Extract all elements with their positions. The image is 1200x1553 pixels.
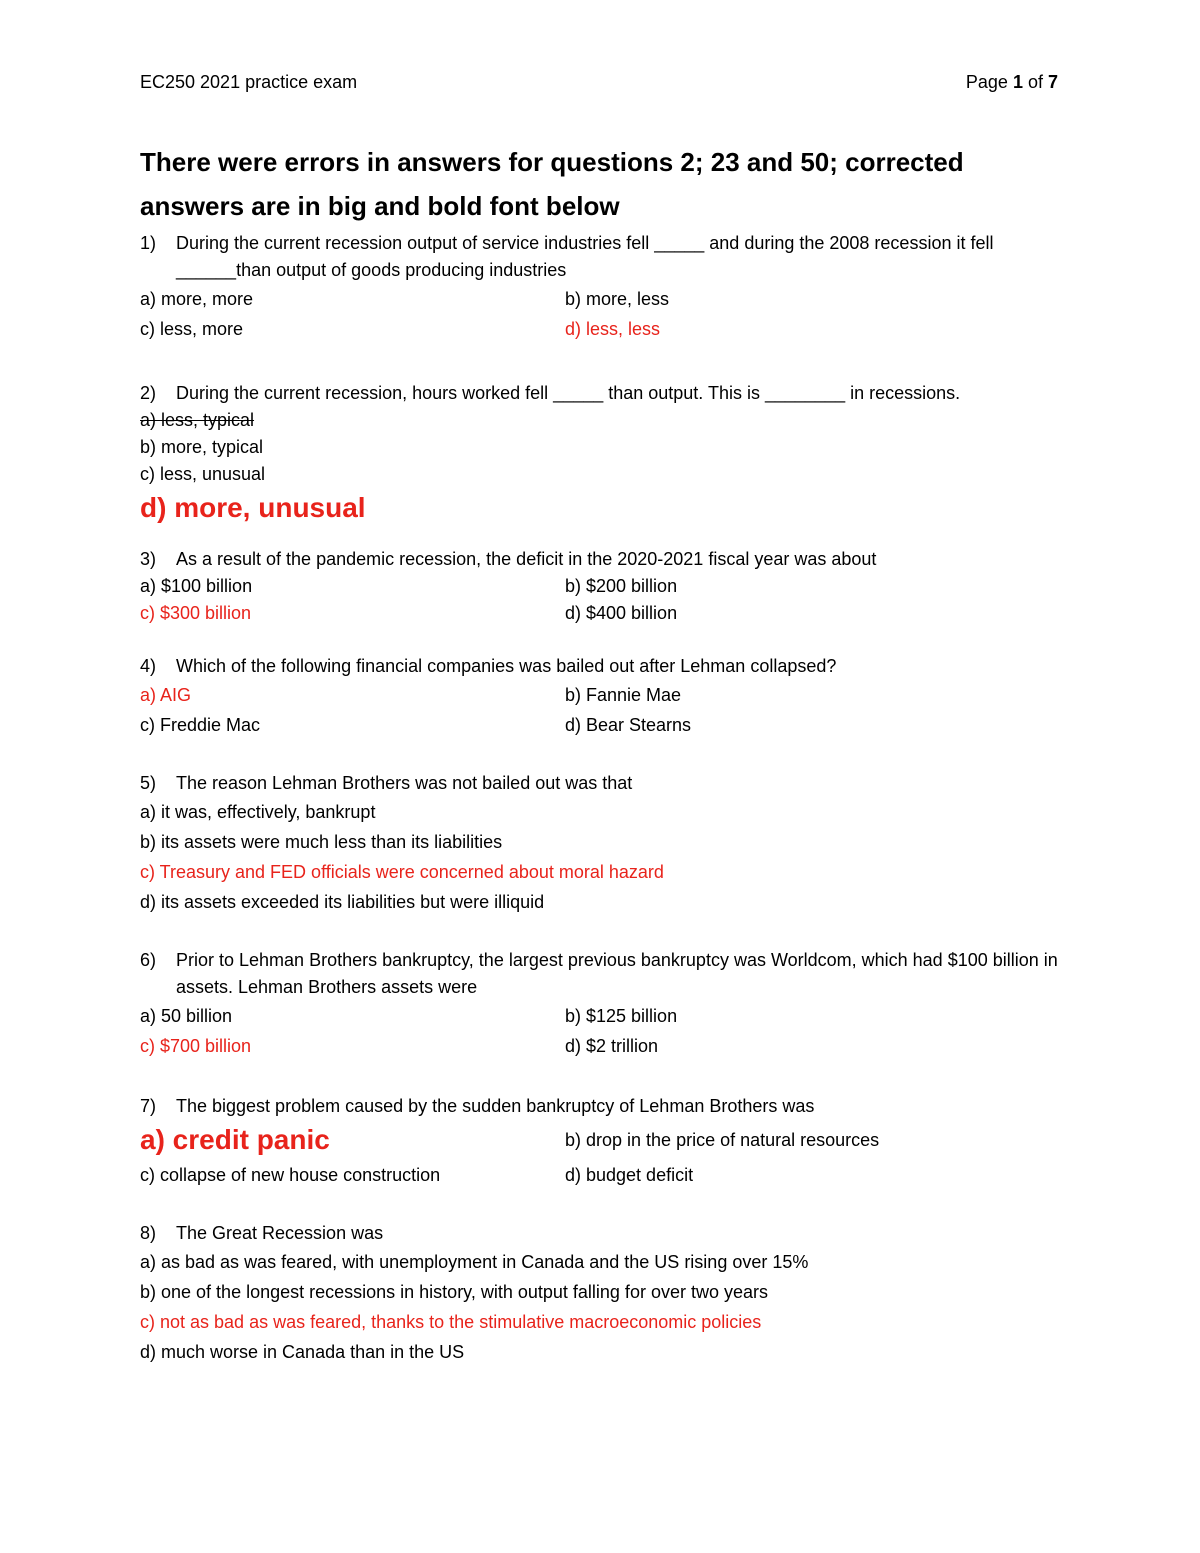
option-a: a) it was, effectively, bankrupt: [140, 802, 376, 822]
option-c: c) less, unusual: [140, 464, 266, 484]
question-stem: The Great Recession was: [176, 1223, 384, 1243]
correction-notice: There were errors in answers for questions 2; 23 and 50; corrected answers are in big and bold font below: [140, 147, 964, 221]
option-c: c) less, more: [140, 319, 244, 339]
question-stem: During the current recession output of service industries fell _____ and during the 2008 recession it fell ______than output of goods producing industries: [176, 233, 994, 280]
question-number: 4): [140, 656, 157, 676]
header-page-number: Page 1 of 7: [965, 72, 1058, 92]
option-d: d) much worse in Canada than in the US: [140, 1342, 465, 1362]
question-number: 7): [140, 1096, 157, 1116]
question-5: [140, 770, 1060, 917]
option-d: d) $400 billion: [565, 603, 678, 623]
question-2: [140, 380, 1060, 528]
option-c-correct: c) not as bad as was feared, thanks to the stimulative macroeconomic policies: [140, 1312, 762, 1332]
option-a-correct: a) credit panic: [140, 1124, 330, 1155]
question-stem: Prior to Lehman Brothers bankruptcy, the largest previous bankruptcy was Worldcom, which had $100 billion in assets. Lehman Brothers assets were: [176, 950, 1058, 997]
option-b: b) Fannie Mae: [565, 685, 682, 705]
option-c-correct: c) $700 billion: [140, 1036, 252, 1056]
option-d-correct: d) less, less: [565, 319, 661, 339]
option-a: a) $100 billion: [140, 576, 253, 596]
question-stem: Which of the following financial companies was bailed out after Lehman collapsed?: [176, 656, 837, 676]
option-b: b) $125 billion: [565, 1006, 678, 1026]
option-b: b) its assets were much less than its liabilities: [140, 832, 503, 852]
question-number: 2): [140, 383, 157, 403]
option-a: a) 50 billion: [140, 1006, 233, 1026]
option-b: b) $200 billion: [565, 576, 678, 596]
question-number: 3): [140, 549, 157, 569]
question-number: 1): [140, 233, 157, 253]
option-c-correct: c) Treasury and FED officials were concerned about moral hazard: [140, 862, 664, 882]
option-b: b) more, typical: [140, 437, 264, 457]
question-stem: As a result of the pandemic recession, the deficit in the 2020-2021 fiscal year was about: [176, 549, 877, 569]
option-c: c) collapse of new house construction: [140, 1165, 441, 1185]
option-c: c) Freddie Mac: [140, 715, 261, 735]
question-4: [140, 653, 1060, 740]
questions-list: [140, 230, 1060, 1367]
option-a-correct: a) AIG: [140, 685, 192, 705]
option-b: b) drop in the price of natural resources: [565, 1130, 880, 1150]
option-b: b) more, less: [565, 289, 670, 309]
question-number: 5): [140, 773, 157, 793]
option-d: d) budget deficit: [565, 1165, 694, 1185]
option-a-struck: a) less, typical: [140, 410, 255, 430]
question-1: [140, 230, 1060, 344]
question-7: [140, 1093, 1060, 1190]
question-8: [140, 1220, 1060, 1367]
option-c-correct: c) $300 billion: [140, 603, 252, 623]
question-3: [140, 546, 1060, 627]
question-stem: During the current recession, hours worked fell _____ than output. This is ________ in recessions.: [176, 383, 961, 403]
question-number: 6): [140, 950, 157, 970]
option-a: a) as bad as was feared, with unemployment in Canada and the US rising over 15%: [140, 1252, 809, 1272]
option-d: d) Bear Stearns: [565, 715, 692, 735]
question-number: 8): [140, 1223, 157, 1243]
option-b: b) one of the longest recessions in history, with output falling for over two years: [140, 1282, 768, 1302]
question-stem: The biggest problem caused by the sudden bankruptcy of Lehman Brothers was: [176, 1096, 815, 1116]
question-6: [140, 947, 1060, 1061]
option-d: d) $2 trillion: [565, 1036, 659, 1056]
header-title: EC250 2021 practice exam: [140, 72, 358, 92]
option-d-correct: d) more, unusual: [140, 492, 366, 523]
option-d: d) its assets exceeded its liabilities but were illiquid: [140, 892, 545, 912]
option-a: a) more, more: [140, 289, 254, 309]
question-stem: The reason Lehman Brothers was not bailed out was that: [176, 773, 633, 793]
